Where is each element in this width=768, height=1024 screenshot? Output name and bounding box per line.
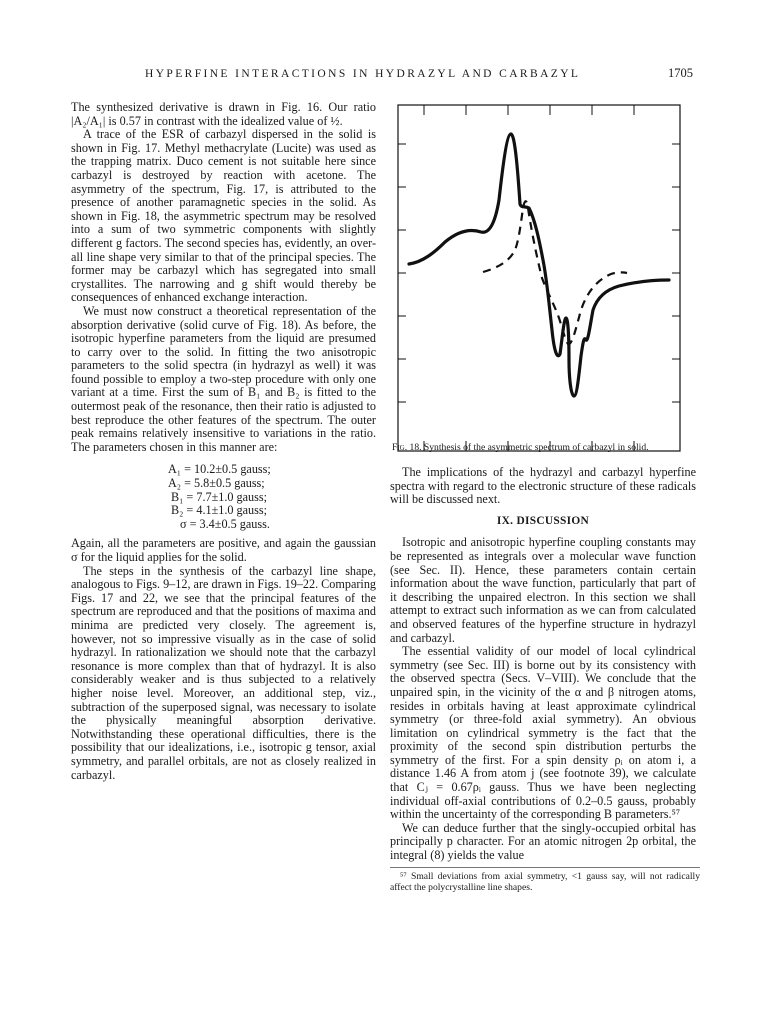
top-ticks [424, 105, 634, 115]
spectrum-plot [397, 104, 681, 454]
right-ticks [672, 144, 680, 402]
right-column [390, 465, 700, 893]
equation-b1: B₁ = 7.7±1.0 gauss; [171, 489, 268, 504]
figure-label: Fig. 18. [392, 442, 422, 453]
figure-caption [392, 442, 702, 453]
section-heading-discussion: IX. DISCUSSION [496, 514, 590, 527]
component-spectrum-dashed-curve [483, 201, 627, 344]
paragraph: The essential validity of our model of local cylindrical symmetry (see Sec. III) is borne out by its consistency with the observed spectra (Secs. V–VIII). We conclude that the unpaired spin, in the vicinity of the α and β nitrogen atoms, resides in orbitals having at least approximate cylindrical symmetry (or three-fold axial symmetry). An obvious limitation on cylindrical symmetry is the fact that the proximity of the second spin distribution perturbs the symmetry of the first. For a spin density ρᵢ on atom i, a distance 1.46 A from atom j (see footnote 39), we calculate that Cⱼ = 0.67ρᵢ gauss. Thus we have been neglecting individual off-axial contributions of 0.2–0.5 gauss, probably within the uncertainty of the corresponding B parameters.⁵⁷ [390, 644, 696, 822]
equation-sigma: σ = 3.4±0.5 gauss. [180, 516, 270, 531]
equation-b2: B₂ = 4.1±1.0 gauss; [171, 503, 268, 518]
paragraph: We can deduce further that the singly-occupied orbital has principally p character. For an atomic nitrogen 2p orbital, the integral (8) yields the value [390, 820, 696, 863]
running-head: HYPERFINE INTERACTIONS IN HYDRAZYL AND CARBAZYL [145, 68, 581, 80]
figure-18 [397, 104, 681, 454]
paragraph: The steps in the synthesis of the carbazyl line shape, analogous to Figs. 9–12, are drawn in Figs. 19–22. Comparing Figs. 17 and 22, we see that the principal features of the spectrum are reproduced and that the positions of maxima and minima are predicted very closely. The agreement is, however, not so impressive visually as in the case of solid hydrazyl. In rationalization we should note that the carbazyl resonance is more complex than that of hydrazyl. It is also considerably weaker and is thus subjected to a relatively higher noise level. Moreover, an additional step, viz., subtraction of the superposed signal, was necessary to isolate the physically meaningful absorption derivative. Notwithstanding these operational difficulties, there is the possibility that our idealizations, i.e., isotropic g tensor, axial symmetry, and parallel orbitals, are not as closely realized in carbazyl. [71, 563, 377, 782]
footnote-57: ⁵⁷ Small deviations from axial symmetry, <1 gauss say, will not radically affect the polycrystalline line shapes. [390, 867, 700, 893]
paragraph: The implications of the hydrazyl and carbazyl hyperfine spectra with regard to the electronic structure of these radicals will be discussed next. [390, 465, 696, 507]
paragraph: The synthesized derivative is drawn in Fig. 16. Our ratio |A₂/A₁| is 0.57 in contrast with the idealized value of ½. [71, 100, 376, 128]
equation-a1: A₁ = 10.2±0.5 gauss; [168, 462, 271, 477]
plot-frame [398, 105, 680, 451]
parameter-equations [71, 463, 376, 531]
equation-a2: A₂ = 5.8±0.5 gauss; [168, 476, 265, 491]
left-ticks [398, 144, 406, 402]
paragraph: A trace of the ESR of carbazyl dispersed in the solid is shown in Fig. 17. Methyl methacrylate (Lucite) was used as the trapping matrix. Duco cement is not suitable here since carbazyl is destroyed by reaction with acetone. The asymmetry of the spectrum, Fig. 17, is attributed to the presence of another paramagnetic species in the solid. As shown in Fig. 18, the asymmetric spectrum may be resolved into a sum of two symmetric components with slightly different g factors. The second species has, evidently, an over-all line shape very similar to that of the principal species. The former may be carbazyl which has segregated into small crystallites. The narrowing and g shift would thereby be consequences of enhanced exchange interaction. [71, 127, 376, 305]
figure-caption-text: Synthesis of the asymmetric spectrum of carbazyl in solid. [423, 442, 649, 453]
left-column [71, 101, 376, 782]
paragraph: Again, all the parameters are positive, and again the gaussian σ for the liquid applies for the solid. [71, 536, 376, 564]
paragraph: Isotropic and anisotropic hyperfine coupling constants may be represented as integrals over a molecular wave function (see Sec. II). Hence, these parameters contain certain information about the wave function, particularly that part of it describing the unpaired electron. In this section we shall attempt to extract such information as we can from calculated and observed features of the hyperfine structure in hydrazyl and carbazyl. [390, 535, 696, 645]
page-number: 1705 [668, 66, 693, 80]
paragraph: We must now construct a theoretical representation of the absorption derivative (solid curve of Fig. 18). As before, the isotropic hyperfine parameters from the liquid are presumed to carry over to the solid. In fitting the two anisotropic parameters to the solid spectra (in hydrazyl as well) it was found possible to employ a two-step procedure with only one variant at a time. First the sum of B₁ and B₂ is fitted to the outermost peak of the resonance, then their ratio is adjusted to best reproduce the other features of the spectrum. The outer peak remains relatively insensitive to variations in the ratio. The parameters chosen in this manner are: [71, 303, 376, 454]
